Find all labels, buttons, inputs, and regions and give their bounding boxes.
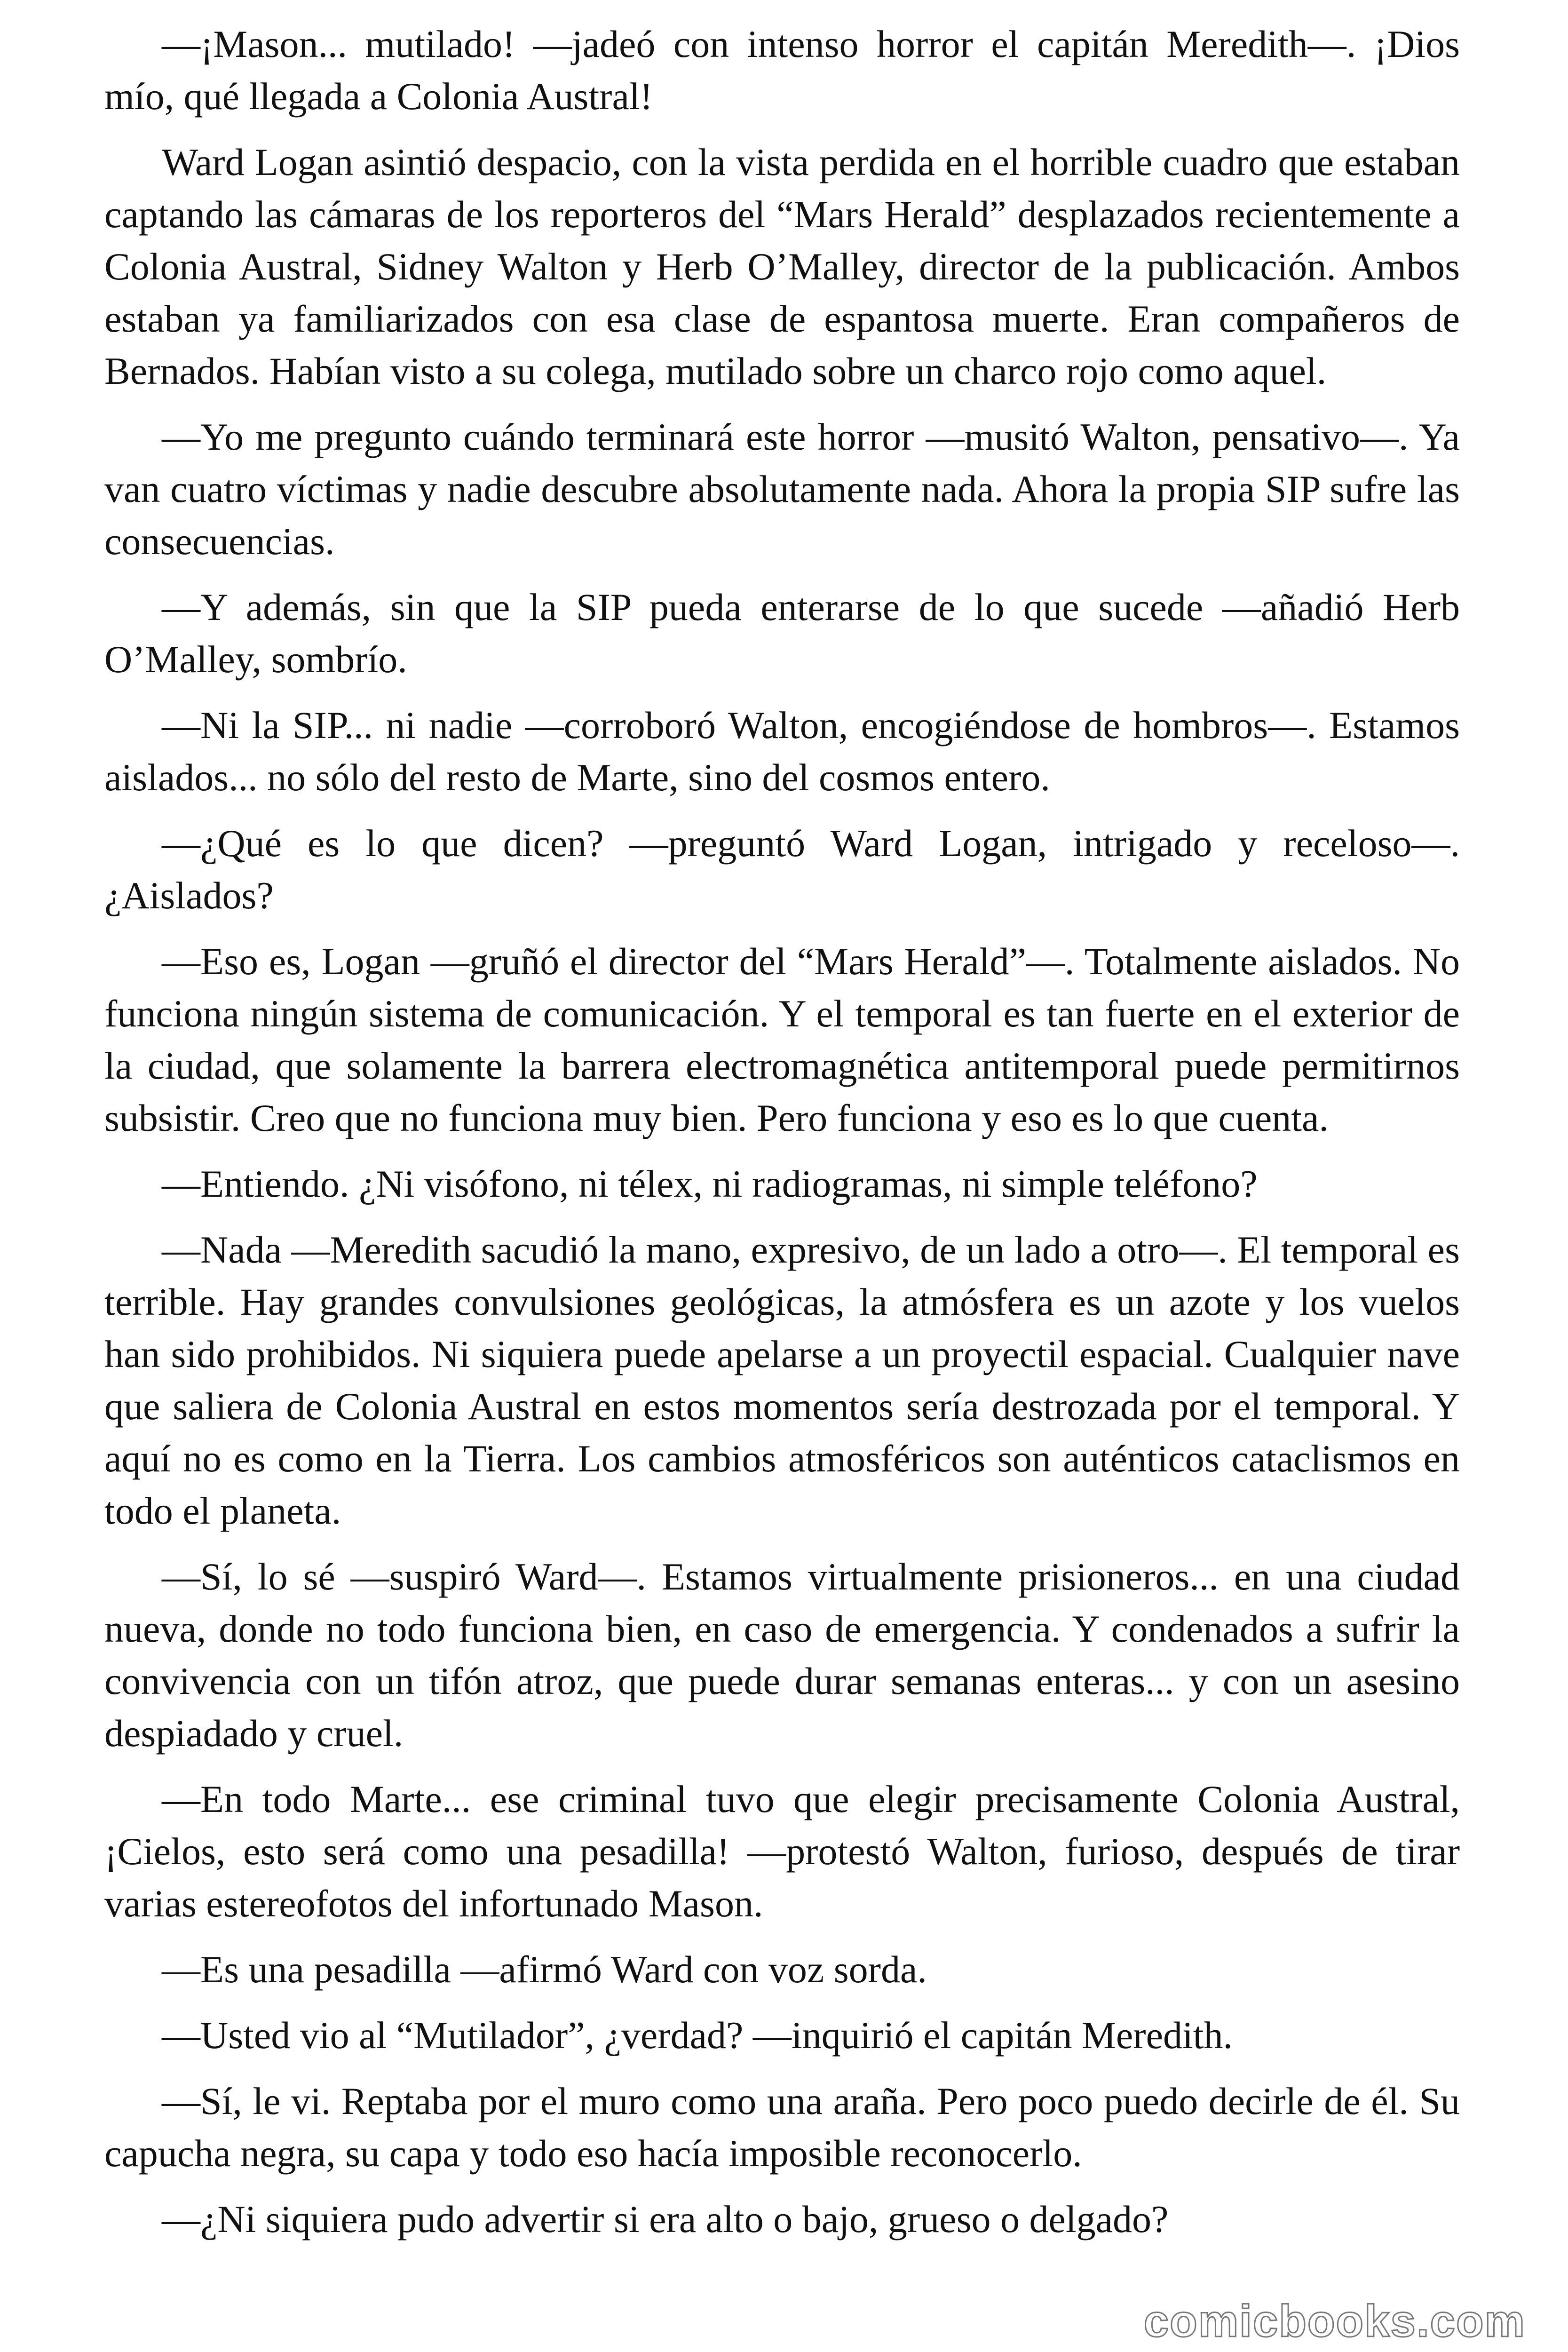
paragraph-1: —¡Mason... mutilado! —jadeó con intenso horror el capitán Meredith—. ¡Dios mío, qué llegada a Colonia Austral! xyxy=(104,23,1460,118)
paragraph-12: —Es una pesadilla —afirmó Ward con voz sorda. xyxy=(162,1948,927,1991)
site-watermark: comicbooks.com xyxy=(1143,2296,1526,2346)
paragraph-10: —Sí, lo sé —suspiró Ward—. Estamos virtualmente prisioneros... en una ciudad nueva, donde no todo funciona bien, en caso de emergencia. Y condenados a sufrir la convivencia con un tifón atroz, que puede durar semanas enteras... y con un asesino despiadado y cruel. xyxy=(104,1555,1460,1755)
paragraph-11: —En todo Marte... ese criminal tuvo que elegir precisamente Colonia Austral, ¡Cielos, esto será como una pesadilla! —protestó Walton, furioso, después de tirar varias estereofotos del infortunado Mason. xyxy=(104,1778,1460,1925)
paragraph-14: —Sí, le vi. Reptaba por el muro como una araña. Pero poco puedo decirle de él. Su capucha negra, su capa y todo eso hacía imposible reconocerlo. xyxy=(104,2080,1460,2175)
document-page xyxy=(104,18,1460,2323)
paragraph-7: —Eso es, Logan —gruñó el director del “Mars Herald”—. Totalmente aislados. No funciona ningún sistema de comunicación. Y el temporal es tan fuerte en el exterior de la ciudad, que solamente la barrera electromagnética antitemporal puede permitirnos subsistir. Creo que no funciona muy bien. Pero funciona y eso es lo que cuenta. xyxy=(104,940,1460,1139)
paragraph-3: —Yo me pregunto cuándo terminará este horror —musitó Walton, pensativo—. Ya van cuatro víctimas y nadie descubre absolutamente nada. Ahora la propia SIP sufre las consecuencias. xyxy=(104,415,1460,563)
paragraph-2: Ward Logan asintió despacio, con la vista perdida en el horrible cuadro que estaban captando las cámaras de los reporteros del “Mars Herald” desplazados recientemente a Colonia Austral, Sidney Walton y Herb O’Malley, director de la publicación. Ambos estaban ya familiarizados con esa clase de espantosa muerte. Eran compañeros de Bernados. Habían visto a su colega, mutilado sobre un charco rojo como aquel. xyxy=(104,141,1460,392)
paragraph-5: —Ni la SIP... ni nadie —corroboró Walton, encogiéndose de hombros—. Estamos aislados... no sólo del resto de Marte, sino del cosmos entero. xyxy=(104,704,1460,799)
paragraph-6: —¿Qué es lo que dicen? —preguntó Ward Logan, intrigado y receloso—. ¿Aislados? xyxy=(104,822,1460,917)
paragraph-13: —Usted vio al “Mutilador”, ¿verdad? —inquirió el capitán Meredith. xyxy=(162,2014,1233,2057)
paragraph-15: —¿Ni siquiera pudo advertir si era alto o bajo, grueso o delgado? xyxy=(162,2198,1169,2241)
paragraph-4: —Y además, sin que la SIP pueda enterarse de lo que sucede —añadió Herb O’Malley, sombrío. xyxy=(104,586,1460,681)
paragraph-9: —Nada —Meredith sacudió la mano, expresivo, de un lado a otro—. El temporal es terrible. Hay grandes convulsiones geológicas, la atmósfera es un azote y los vuelos han sido prohibidos. Ni siquiera puede apelarse a un proyectil espacial. Cualquier nave que saliera de Colonia Austral en estos momentos sería destrozada por el temporal. Y aquí no es como en la Tierra. Los cambios atmosféricos son auténticos cataclismos en todo el planeta. xyxy=(104,1228,1460,1532)
paragraph-8: —Entiendo. ¿Ni visófono, ni télex, ni radiogramas, ni simple teléfono? xyxy=(162,1162,1258,1205)
